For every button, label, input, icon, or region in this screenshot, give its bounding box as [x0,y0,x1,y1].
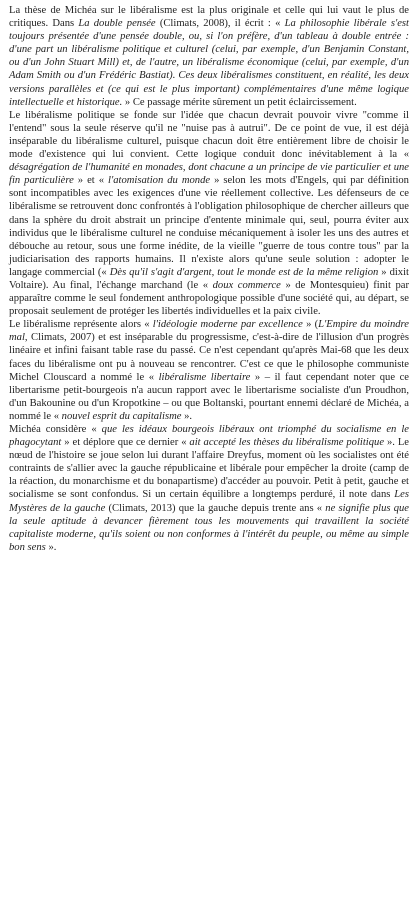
text-run: , Climats, 2007) et est inséparable du progressisme, c'est-à-dire de l'illusion d'un progrès linéaire et infini faisant table rase du passé. Ce n'est cependant qu'après Mai-68 que les deux faces du libéralisme ont pu à nouveau se rencontrer. C'est ce que le philosophe communiste Michel Clouscard a nommé le « [9,332,409,383]
text-run: » et déplore que ce dernier « [61,437,190,449]
quote: La philosophie libérale s'est toujours présentée d'une pensée double, ou, si l'on préfère, d'un tableau à double entrée : d'une part un libéralisme politique et culturel (celui, par exemple, d'un Benjamin Constant, ou d'un John Stuart Mill) et, de l'autre, un libéralisme économique (celui, par exemple, d'un Adam Smith ou d'un Frédéric Bastiat). Ces deux libéralismes constituent, en réalité, les deux versions parallèles et (ce qui est le plus important) complémentaires d'une même logique intellectuelle et historique. [9,18,409,108]
quote: doux commerce [212,279,281,291]
quote: ne signifie plus que la seule aptitude à devancer fièrement tous les mouvements qui travaillent la société capitaliste moderne, qu'ils soient ou non conformes à l'intérêt du peuple, ou même au simple bon sens [9,502,410,553]
text-run: » et « [73,175,109,187]
text-run: ». [181,410,193,422]
quote: ait accepté les thèses du libéralisme politique [189,437,385,449]
quote: l'idéologie moderne par excellence [152,319,303,331]
paragraph-2 [9,109,409,319]
text-run: Le libéralisme représente alors « [9,319,153,331]
text-run: Michéa considère « [9,424,102,435]
text-run: » – il faut cependant noter que ce libertarisme petit-bourgeois n'a aucun rapport avec le libertarisme socialiste d'un Proudhon, d'un Bakounine ou d'un Kropotkine – ou que Boltanski, pourtant ennemi déclaré de Michéa, a nommé le « [9,371,409,422]
book-title: La double pensée [78,18,156,30]
text-run: Le libéralisme politique se fonde sur l'idée que chacun devrait pouvoir vivre "comme il l'entend" sous la seule réserve qu'il ne "nuise pas à autrui". De ce point de vue, il est déjà inséparable du libéralisme culturel, puisque chacun doit être entièrement libre de choisir le mode d'existence qui lui convient. Cette logique conduit donc inévitablement à la « [9,109,409,161]
text-run: ». [45,541,57,553]
text-run: (Climats, 2013) que la gauche depuis trente ans « [105,502,326,514]
text-run: » selon les mots d'Engels, qui par définition sont incompatibles avec les exigences d'une vie réellement collective. Les défenseurs de ce libéralisme se retrouvent donc confrontés à l'obligation philosophique de chercher ailleurs que dans la sphère du droit abstrait un principe d'entente minimale qui, seul, pourra éviter aux individus que le libéralisme culturel ne conduise mécaniquement à isoler les uns des autres et débouche au retour, sous une forme inédite, de la vieille "guerre de tous contre tous" par la judiciarisation des rapports humains. Il n'existe alors qu'une seule solution : adopter le langage commercial (« [9,175,409,278]
text-run: » Ce passage mérite sûrement un petit éclaircissement. [122,96,357,108]
text-run: » ( [302,319,319,331]
text-run: La thèse de Michéa sur le libéralisme est la plus originale et celle qui lui vaut le plus de critiques. Dans [9,5,409,30]
quote: Dès qu'il s'agit d'argent, tout le monde est de la même religion [109,266,379,278]
paragraph-4 [9,423,409,554]
book-title: L'Empire du moindre mal [9,319,409,344]
quote: que les idéaux bourgeois libéraux ont triomphé du socialisme en le phagocytant [9,424,409,449]
text-run: » dixit Voltaire). Au final, l'échange marchand (le « [9,266,409,291]
paragraph-3 [9,318,409,423]
quote: nouvel esprit du capitalisme [61,410,182,422]
book-title: Les Mystères de la gauche [9,489,409,514]
quote: désagrégation de l'humanité en monades, dont chacune a un principe de vie particulier et une fin particulière [9,162,409,187]
text-run: » de Montesquieu) finit par apparaître comme le seul fondement anthropologique possible d'une société qui, au départ, se proposait seulement de protéger les libertés individuelles et la paix civile. [9,279,409,318]
quote: libéralisme libertaire [158,371,251,383]
text-run: (Climats, 2008), il écrit : « [155,18,285,30]
paragraph-1 [9,4,409,109]
quote: l'atomisation du monde [108,175,211,187]
text-run: ». Le nœud de l'histoire se joue selon lui durant l'affaire Dreyfus, moment où les socialistes ont été contraints de s'allier avec la gauche républicaine et libérale pour empêcher la droite (camp de la réaction, du monarchisme et du bonapartisme) d'accéder au pouvoir. Petit à petit, gauche et socialisme se sont confondus. Si un certain équilibre a longtemps perduré, il note dans [9,437,410,501]
